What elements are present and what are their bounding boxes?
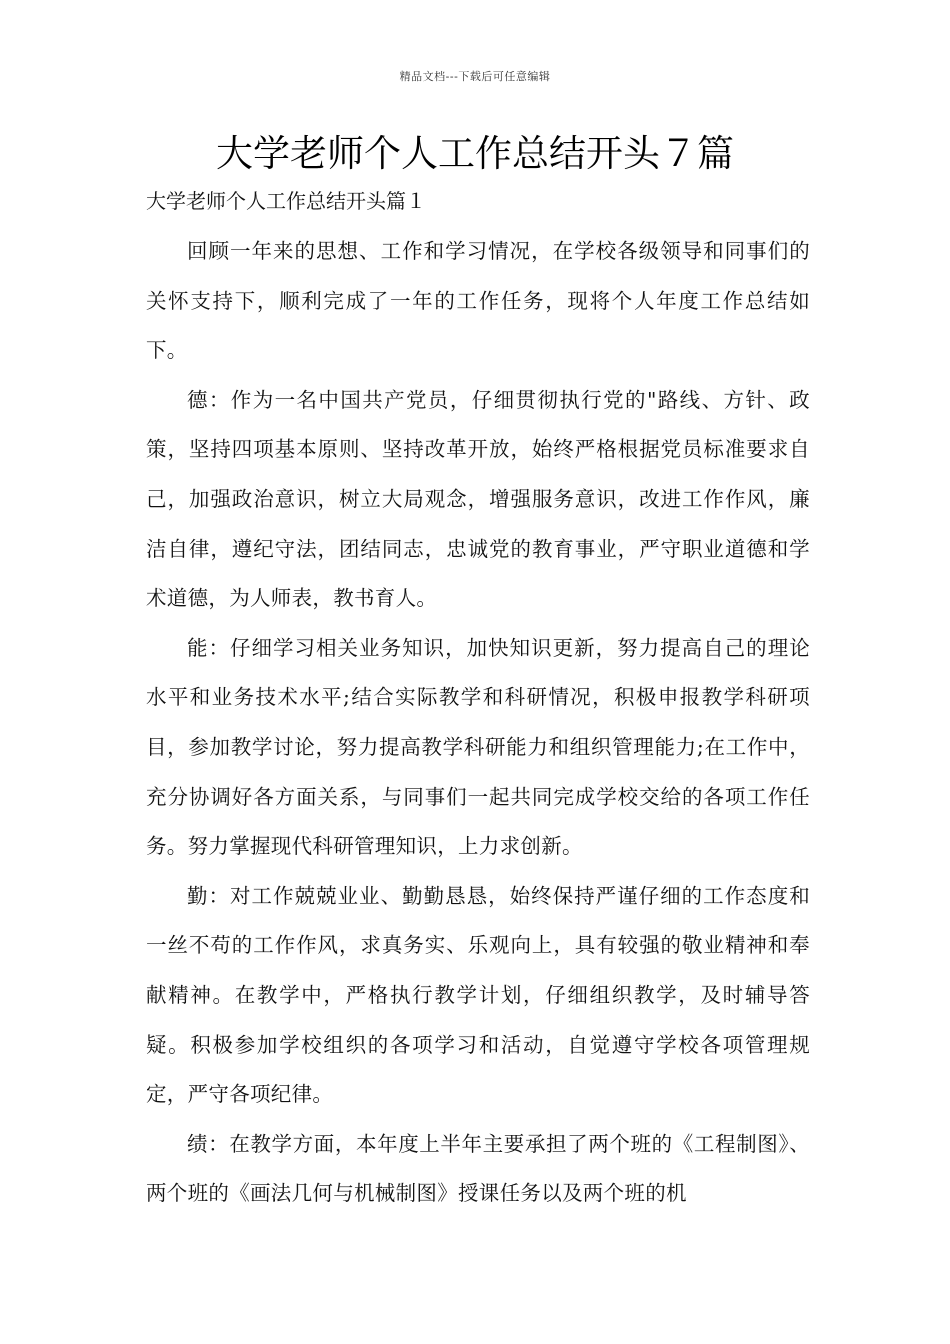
- paragraph-intro: 回顾一年来的思想、工作和学习情况，在学校各级领导和同事们的关怀支持下，顺利完成了一年的工作任务，现将个人年度工作总结如下。: [146, 239, 810, 363]
- paragraph-de: 德：作为一名中国共产党员，仔细贯彻执行党的"路线、方针、政策，坚持四项基本原则、坚持改革开放，始终严格根据党员标准要求自己，加强政治意识，树立大局观念，增强服务意识，改进工作作风，廉洁自律，遵纪守法，团结同志，忠诚党的教育事业，严守职业道德和学术道德，为人师表，教书育人。: [146, 387, 810, 611]
- document-title: 大学老师个人工作总结开头７篇: [216, 132, 734, 175]
- paragraph-ji: 绩：在教学方面，本年度上半年主要承担了两个班的《工程制图》、两个班的《画法几何与机械制图》授课任务以及两个班的机: [146, 1131, 810, 1206]
- paragraph-qin: 勤：对工作兢兢业业、勤勤恳恳，始终保持严谨仔细的工作态度和一丝不苟的工作作风，求真务实、乐观向上，具有较强的敬业精神和奉献精神。在教学中，严格执行教学计划，仔细组织教学，及时辅导答疑。积极参加学校组织的各项学习和活动，自觉遵守学校各项管理规定，严守各项纪律。: [146, 883, 810, 1107]
- paragraph-neng: 能：仔细学习相关业务知识，加快知识更新，努力提高自己的理论水平和业务技术水平;结合实际教学和科研情况，积极申报教学科研项目，参加教学讨论，努力提高教学科研能力和组织管理能力;在工作中，充分协调好各方面关系，与同事们一起共同完成学校交给的各项工作任务。努力掌握现代科研管理知识，上力求创新。: [146, 635, 810, 859]
- document-body: [146, 227, 810, 1219]
- section-heading: 大学老师个人工作总结开头篇１: [146, 189, 426, 213]
- header-note: 精品文档---下载后可任意编辑: [399, 70, 551, 83]
